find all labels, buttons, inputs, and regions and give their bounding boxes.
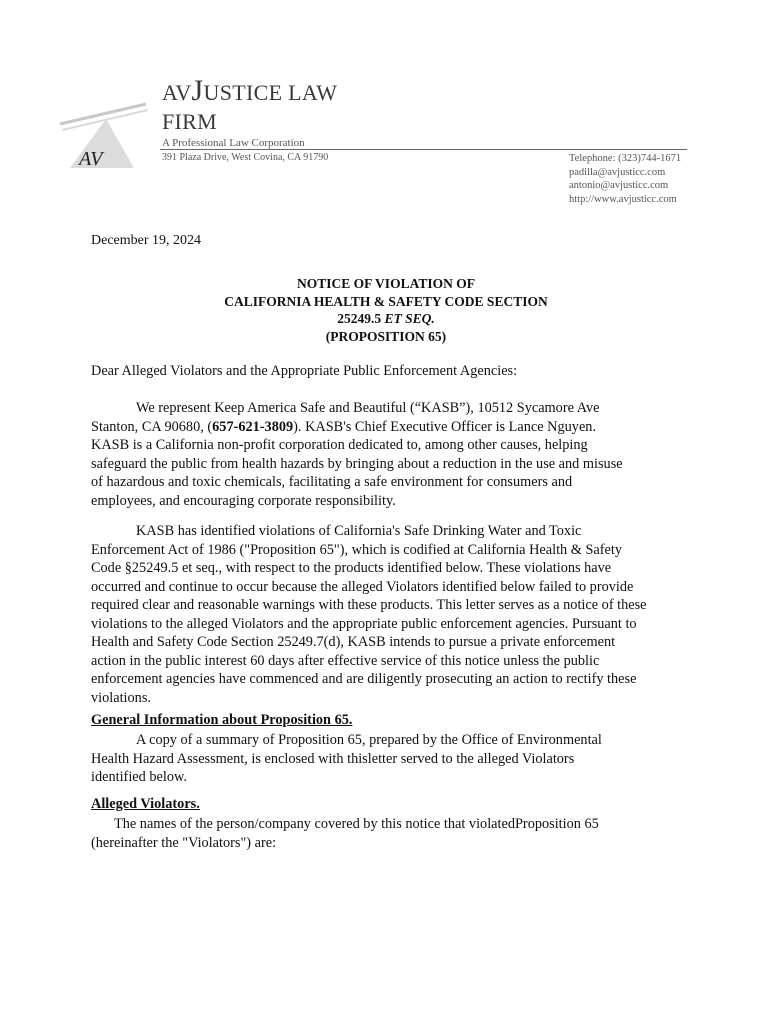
p1-line: We represent Keep America Safe and Beautiful (“KASB”), 10512 Sycamore Ave <box>136 400 600 416</box>
title-section-number: 25249.5 <box>337 311 382 326</box>
firm-address: 391 Plaza Drive, West Covina, CA 91790 <box>162 152 329 163</box>
notice-title <box>91 275 681 345</box>
letter-date: December 19, 2024 <box>91 233 202 248</box>
title-line-3 <box>91 310 681 328</box>
contact-website[interactable]: http://www.avjusticc.com <box>569 193 677 205</box>
p1-line <box>91 418 691 437</box>
firm-name-j: J <box>191 74 204 107</box>
p2-line: violations. <box>91 689 151 706</box>
p2-line: Enforcement Act of 1986 ("Proposition 65"), which is codified at California Health & Safety <box>91 541 623 558</box>
logo-monogram: AV <box>79 148 103 170</box>
p2-line: action in the public interest 60 days after effective service of this notice unless the public <box>91 652 600 669</box>
p1-line: safeguard the public from health hazards by bringing about a reduction in the use and misuse <box>91 455 623 472</box>
p2-line: occurred and continue to occur because the alleged Violators identified below failed to provide <box>91 578 634 595</box>
paragraph-alleged-violators <box>91 815 691 852</box>
p2-line: violations to the alleged Violators and the appropriate public enforcement agencies. Pursuant to <box>91 615 637 632</box>
contact-email-antonio[interactable]: antonio@avjusticc.com <box>569 180 669 191</box>
p3-line: A copy of a summary of Proposition 65, prepared by the Office of Environmental <box>136 732 602 748</box>
p1-line: employees, and encouraging corporate responsibility. <box>91 492 396 509</box>
letterhead-divider <box>160 149 687 150</box>
title-et-seq: ET SEQ. <box>384 311 435 326</box>
p3-line: identified below. <box>91 769 187 785</box>
p3-line: Health Hazard Assessment, is enclosed with thisletter served to the alleged Violators <box>91 750 575 767</box>
p2-line: enforcement agencies have commenced and are diligently prosecuting an action to rectify these <box>91 671 637 687</box>
p1-address: Stanton, CA 90680, ( <box>91 418 213 435</box>
contact-block <box>569 152 681 206</box>
heading-general-information: General Information about Proposition 65. <box>91 712 353 728</box>
firm-name-prefix: AV <box>162 80 192 105</box>
paragraph-general-information <box>91 731 691 787</box>
kasb-phone: 657-621-3809 <box>212 418 294 435</box>
title-line-2: CALIFORNIA HEALTH & SAFETY CODE SECTION <box>224 293 548 309</box>
firm-name-line1: USTICE LAW <box>203 80 338 105</box>
p1-line: of hazardous and toxic chemicals, facilitating a safe environment for consumers and <box>91 474 573 490</box>
p2-line: Health and Safety Code Section 25249.7(d), KASB intends to pursue a private enforcement <box>91 634 616 650</box>
firm-name-line2: FIRM <box>162 109 217 134</box>
firm-logo <box>58 86 168 176</box>
paragraph-violations <box>91 522 691 707</box>
p4-line: The names of the person/company covered by this notice that violatedProposition 65 <box>114 816 599 832</box>
paragraph-representation <box>91 399 691 510</box>
title-line-4: (PROPOSITION 65) <box>325 328 447 344</box>
title-line-1: NOTICE OF VIOLATION OF <box>297 276 475 291</box>
p2-line: KASB has identified violations of California's Safe Drinking Water and Toxic <box>136 523 582 539</box>
firm-subtitle: A Professional Law Corporation <box>162 137 305 149</box>
p1-line: KASB is a California non-profit corporation dedicated to, among other causes, helping <box>91 437 588 453</box>
p4-line: (hereinafter the "Violators") are: <box>91 834 277 851</box>
firm-name <box>162 76 337 136</box>
p2-line: required clear and reasonable warnings with these products. This letter serves as a notice of these <box>91 597 647 613</box>
heading-alleged-violators: Alleged Violators. <box>91 796 200 812</box>
contact-telephone: Telephone: (323)744-1671 <box>569 153 682 164</box>
p2-line: Code §25249.5 et seq., with respect to the products identified below. These violations have <box>91 560 612 576</box>
contact-email-padilla[interactable]: padilla@avjusticc.com <box>569 166 666 178</box>
salutation: Dear Alleged Violators and the Appropriate Public Enforcement Agencies: <box>91 363 518 379</box>
p1-ceo: ). KASB's Chief Executive Officer is Lance Nguyen. <box>293 418 597 435</box>
